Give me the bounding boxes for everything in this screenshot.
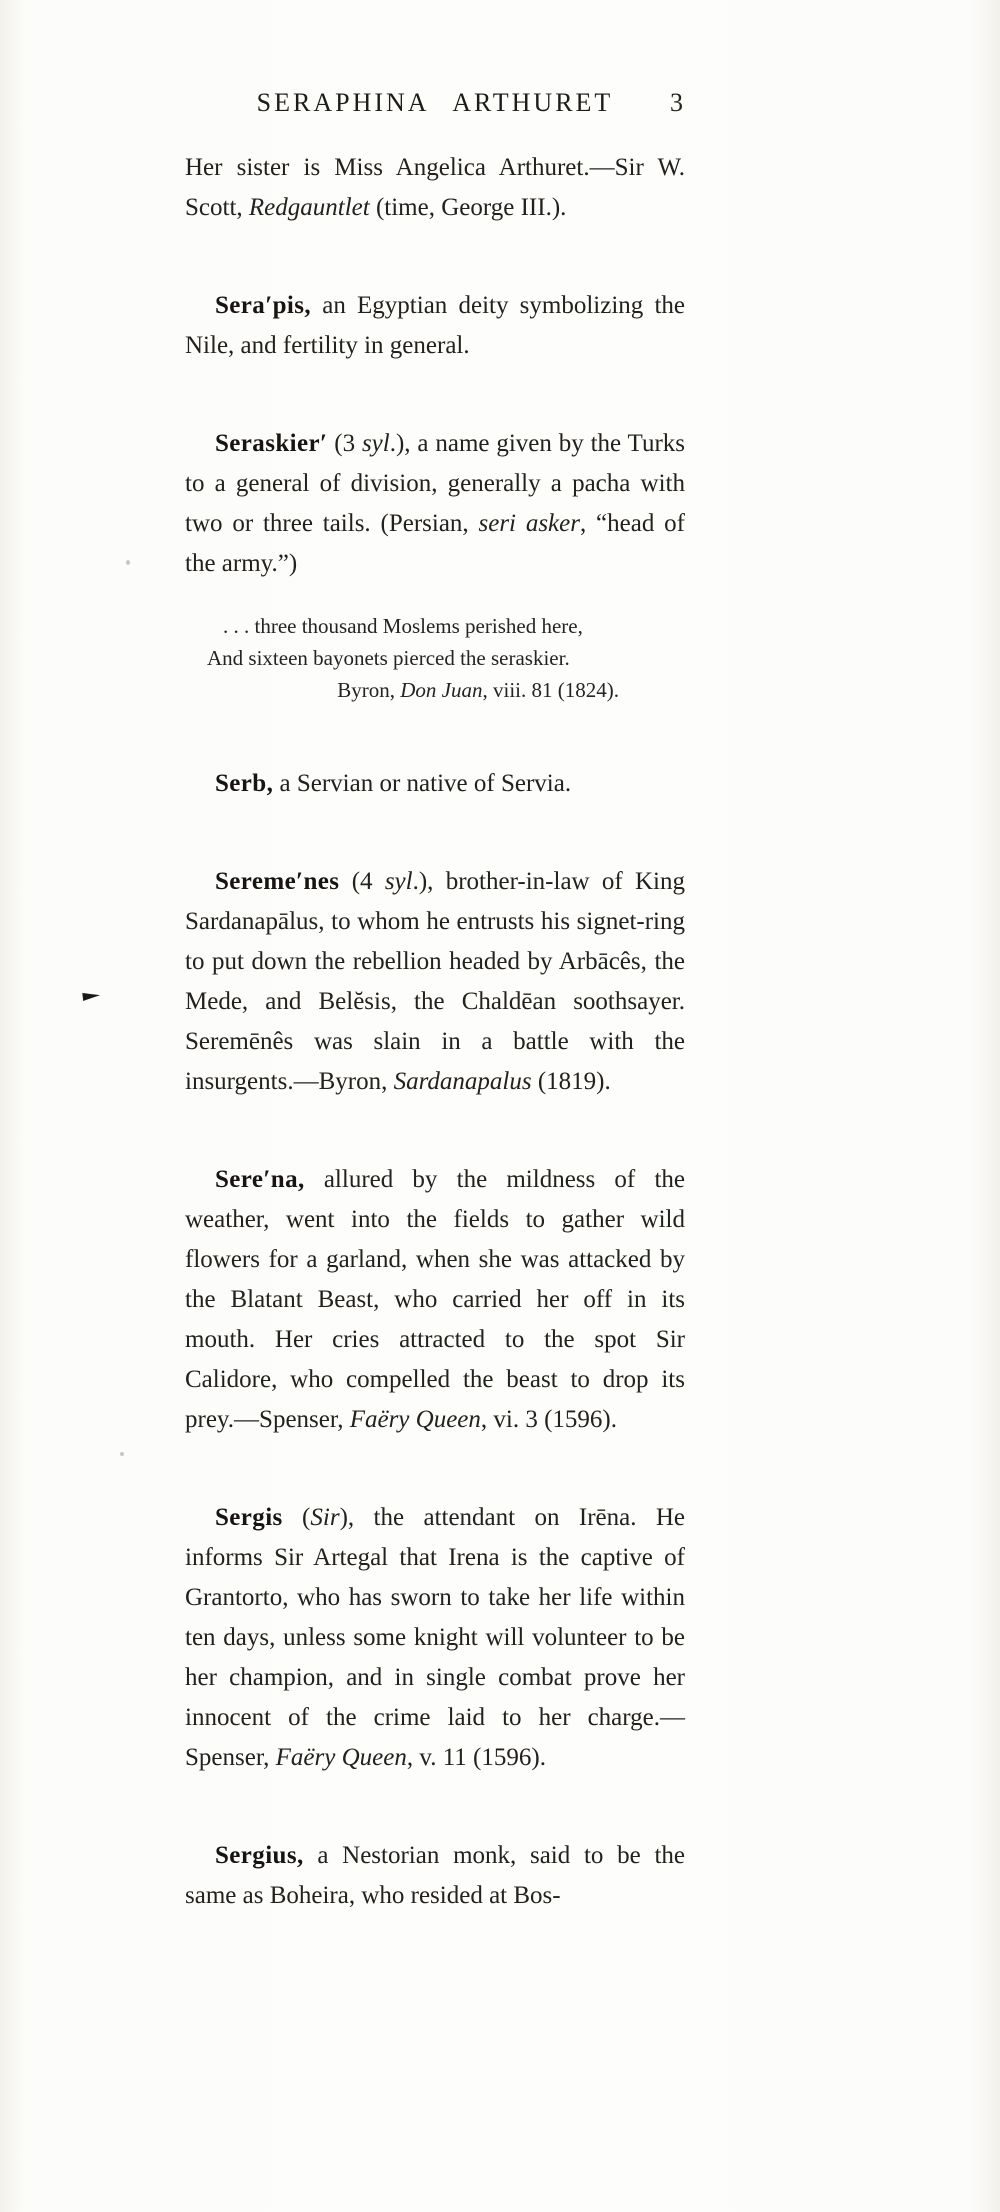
entry-sergis [185,1498,685,1778]
verse-quote [207,610,685,706]
margin-pointer-icon: ► [81,984,101,1006]
body-text: a Servian or native of Servia. [273,770,572,797]
body-text: ), the attendant on Irēna. He informs Sir Artegal that Irena is the captive of Grantorto, who has sworn to take her life within ten days, unless some knight will volunteer to be her champion, and in single combat prove her innocent of the crime laid to her charge.—Spenser, [185,1504,685,1771]
body-text: (1819). [531,1068,611,1095]
body-text: (4 [339,868,385,895]
body-text: .), a name given by the Turks to a general of division, generally a pacha with two or three tails. (Persian, [185,430,686,537]
body-text: (time, George III.). [369,194,567,221]
entry-serb [185,764,685,804]
body-text: And sixteen bayonets pierced the seraskier. [207,646,570,670]
italic-text: syl [361,430,390,457]
entry-serapis [185,286,685,366]
body-text: .), brother-in-law of King Sardanapālus, to whom he entrusts his signet-ring to put down the rebellion headed by Arbācês, the Mede, and Belĕsis, the Chaldēan soothsayer. Seremēnês was slain in a battle with the insurgents.—Byron, [185,868,685,1095]
entry-headword: Sereme′nes [215,868,340,895]
italic-text: syl [384,868,413,895]
entry-headword: Sergius, [215,1842,304,1869]
quote-attribution [207,674,685,706]
page-title: SERAPHINA ARTHURET [256,88,614,117]
entry-seraskier [185,424,685,584]
italic-text: Faëry Queen [275,1744,407,1771]
entry-headword: Sergis [215,1504,283,1531]
body-text: , “head of the army.”) [185,510,685,577]
entry-sergius [185,1836,685,1916]
page-number: 3 [670,88,683,117]
scan-speck [120,1452,124,1456]
body-text: Her sister is Miss Angelica Arthuret.—Sir W. Scott, [185,154,685,221]
italic-text: seri asker [478,510,580,537]
entry-seremenes [185,862,685,1102]
body-text: allured by the mildness of the weather, went into the fields to gather wild flowers for a garland, when she was attacked by the Blatant Beast, who carried her off in its mouth. Her cries attracted to the spot Sir Calidore, who compelled the beast to drop its prey.—Spenser, [185,1166,685,1433]
italic-text: Sir [310,1504,340,1531]
entry-headword: Seraskier′ [215,430,328,457]
entry-headword: Sere′na, [215,1166,305,1193]
body-text: a Nestorian monk, said to be the same as Boheira, who resided at Bos- [185,1842,685,1909]
entry-serena [185,1160,685,1440]
entry-headword: Serb, [215,770,274,797]
entry-headword: Sera′pis, [215,292,312,319]
body-text: , vi. 3 (1596). [480,1406,618,1433]
body-text: (3 [327,430,362,457]
italic-text: Sardanapalus [393,1068,532,1095]
body-text: . . . three thousand Moslems perished here, [223,614,583,638]
quote-line-2 [207,642,685,674]
page-body [185,148,685,1916]
italic-text: Don Juan [400,678,483,702]
italic-text: Redgauntlet [248,194,370,221]
text-column [185,88,685,1916]
scan-speck [126,560,130,565]
running-header [185,88,685,124]
body-text: , v. 11 (1596). [406,1744,546,1771]
body-text: ( [282,1504,311,1531]
body-text: an Egyptian deity symbolizing the Nile, and fertility in general. [185,292,685,359]
body-text: , viii. 81 (1824). [482,678,619,702]
body-text: Byron, [337,678,401,702]
quote-line-1 [207,610,685,642]
italic-text: Faëry Queen [349,1406,481,1433]
entry-continuation-seraphina [185,148,685,228]
